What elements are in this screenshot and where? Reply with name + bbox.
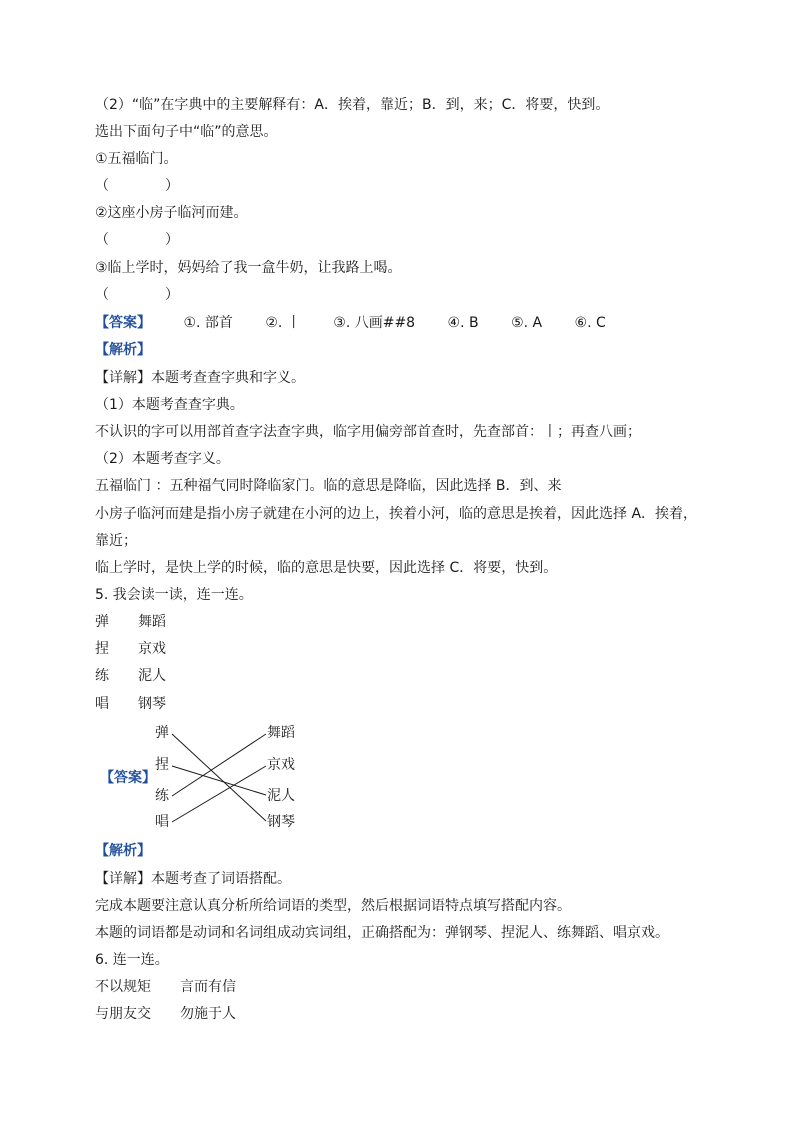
match-line xyxy=(172,766,266,822)
answer-item: ⑥. C xyxy=(574,315,606,331)
answer-item: ⑤. A xyxy=(511,315,543,331)
q5-right-word: 泥人 xyxy=(138,668,166,684)
q5-right-word: 钢琴 xyxy=(138,696,166,712)
match-right-word: 京戏 xyxy=(267,757,295,773)
q6-left-phrase: 与朋友交 xyxy=(95,1006,151,1022)
q4-sentence-2: ②这座小房子临河而建。 xyxy=(95,205,248,221)
q5-left-word: 唱 xyxy=(95,696,109,712)
match-left-word: 练 xyxy=(155,788,169,804)
q5-title: 5. 我会读一读，连一连。 xyxy=(95,587,253,603)
q4-detail-6a: 小房子临河而建是指小房子就建在小河的边上，挨着小河，临的意思是挨着，因此选择 A．挨着， xyxy=(95,506,698,522)
match-left-word: 捏 xyxy=(155,757,169,773)
match-line xyxy=(172,734,266,796)
analysis-tag: 【解析】 xyxy=(95,342,151,358)
q4-sentence-3: ③临上学时，妈妈给了我一盒牛奶，让我路上喝。 xyxy=(95,260,402,276)
q4-sentence-1: ①五福临门。 xyxy=(95,151,178,167)
answer-tag: 【答案】 xyxy=(95,315,151,331)
match-right-word: 钢琴 xyxy=(267,814,295,830)
q4-detail-4: （2）本题考查字义。 xyxy=(95,451,230,467)
q4-intro: （2）“临”在字典中的主要解释有：A．挨着，靠近；B．到，来；C．将要，快到。 xyxy=(95,97,610,113)
answer-item: ①. 部首 xyxy=(183,315,233,331)
q5-left-word: 弹 xyxy=(95,614,109,630)
q4-blank-2: （ ） xyxy=(95,232,179,248)
match-line xyxy=(172,766,266,795)
q4-detail-5: 五福临门 ：五种福气同时降临家门。临的意思是降临，因此选择 B．到、来 xyxy=(95,478,562,494)
match-left-word: 唱 xyxy=(155,814,169,830)
q5-right-word: 舞蹈 xyxy=(138,614,166,630)
q4-detail-7: 临上学时，是快上学的时候，临的意思是快要，因此选择 C．将要，快到。 xyxy=(95,560,558,576)
q5-detail-3: 本题的词语都是动词和名词组成动宾词组，正确搭配为：弹钢琴、捏泥人、练舞蹈、唱京戏。 xyxy=(95,925,669,941)
q4-detail-1: 【详解】本题考查查字典和字义。 xyxy=(95,370,305,386)
q5-left-word: 练 xyxy=(95,668,109,684)
q4-detail-3: 不认识的字可以用部首查字法查字典，临字用偏旁部首查时，先查部首：丨；再查八画； xyxy=(95,424,641,440)
q4-blank-1: （ ） xyxy=(95,178,179,194)
q5-answer-tag: 【答案】 xyxy=(100,770,156,786)
answer-item: ③. 八画##8 xyxy=(333,315,416,331)
q4-prompt: 选出下面句子中“临”的意思。 xyxy=(95,124,278,140)
match-right-word: 舞蹈 xyxy=(267,725,295,741)
q6-right-phrase: 言而有信 xyxy=(180,979,236,995)
q5-right-word: 京戏 xyxy=(138,641,166,657)
q6-left-phrase: 不以规矩 xyxy=(95,979,151,995)
q5-analysis-tag: 【解析】 xyxy=(95,843,151,859)
match-right-word: 泥人 xyxy=(267,788,295,804)
q6-title: 6. 连一连。 xyxy=(95,952,169,968)
q5-left-word: 捏 xyxy=(95,641,109,657)
q4-blank-3: （ ） xyxy=(95,287,179,303)
q5-detail-1: 【详解】本题考查了词语搭配。 xyxy=(95,871,291,887)
q6-right-phrase: 勿施于人 xyxy=(180,1006,236,1022)
answer-item: ②. 丨 xyxy=(265,315,301,331)
q4-detail-6b: 靠近； xyxy=(95,533,137,549)
match-left-word: 弹 xyxy=(155,725,169,741)
q5-detail-2: 完成本题要注意认真分析所给词语的类型，然后根据词语特点填写搭配内容。 xyxy=(95,898,571,914)
q4-detail-2: （1）本题考查查字典。 xyxy=(95,397,244,413)
answer-item: ④. B xyxy=(447,315,479,331)
match-line xyxy=(172,734,266,821)
